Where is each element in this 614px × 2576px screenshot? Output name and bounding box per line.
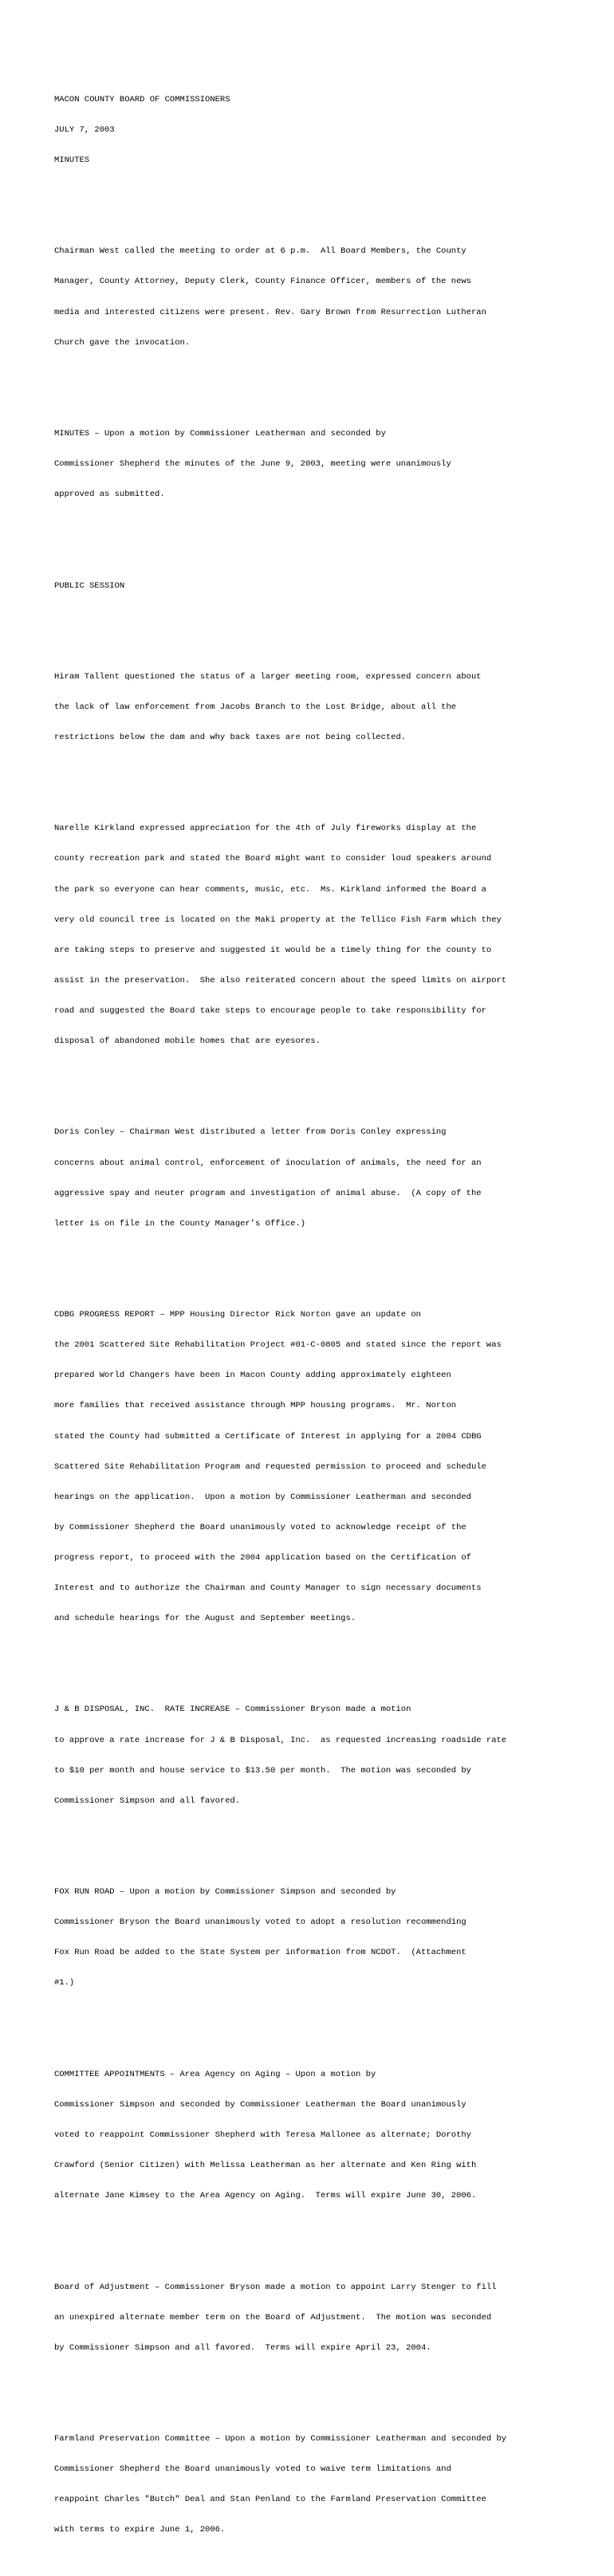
paragraph-board-of-adjustment <box>54 2262 604 2373</box>
paragraph-line: and schedule hearings for the August and September meetings. <box>54 1614 356 1624</box>
paragraph-hiram-tallent <box>54 651 604 763</box>
paragraph-line: aggressive spay and neuter program and investigation of animal abuse. (A copy of the <box>54 1188 482 1198</box>
paragraph-line: restrictions below the dam and why back taxes are not being collected. <box>54 733 407 743</box>
paragraph-line: Chairman West called the meeting to order at 6 p.m. All Board Members, the County <box>54 246 466 257</box>
minutes-document <box>54 54 604 2576</box>
paragraph-line: progress report, to proceed with the 2004 application based on the Certification of <box>54 1552 471 1563</box>
paragraph-line: are taking steps to preserve and suggested it would be a timely thing for the county to <box>54 945 492 955</box>
paragraph-line: Board of Adjustment – Commissioner Bryson made a motion to appoint Larry Stenger to fill <box>54 2282 497 2292</box>
paragraph-jb-disposal <box>54 1685 604 1827</box>
paragraph-line: very old council tree is located on the Maki property at the Tellico Fish Farm which they <box>54 914 502 925</box>
paragraph-line: voted to reappoint Commissioner Shepherd with Teresa Mallonee as alternate; Dorothy <box>54 2130 471 2140</box>
paragraph-line: #1.) <box>54 1978 75 1988</box>
header-doc-type: MINUTES <box>54 155 90 166</box>
paragraph-line: Church gave the invocation. <box>54 337 191 348</box>
paragraph-line: the 2001 Scattered Site Rehabilitation Project #01-C-0805 and stated since the report was <box>54 1340 502 1351</box>
paragraph-line: stated the County had submitted a Certificate of Interest in applying for a 2004 CDBG <box>54 1431 482 1441</box>
paragraph-line: Commissioner Shepherd the Board unanimously voted to waive term limitations and <box>54 2464 451 2475</box>
paragraph-line: an unexpired alternate member term on the Board of Adjustment. The motion was seconded <box>54 2312 492 2322</box>
paragraph-opening <box>54 226 604 368</box>
paragraph-line: reappoint Charles "Butch" Deal and Stan Penland to the Farmland Preservation Committee <box>54 2495 486 2505</box>
header-org: MACON COUNTY BOARD OF COMMISSIONERS <box>54 94 230 104</box>
paragraph-line: Farmland Preservation Committee – Upon a motion by Commissioner Leatherman and seconded by <box>54 2434 507 2444</box>
paragraph-cdbg-report <box>54 1290 604 1645</box>
paragraph-line: Scattered Site Rehabilitation Program and requested permission to proceed and schedule <box>54 1461 486 1472</box>
paragraph-line: CDBG PROGRESS REPORT – MPP Housing Director Rick Norton gave an update on <box>54 1310 421 1320</box>
paragraph-narelle-kirkland <box>54 804 604 1067</box>
paragraph-line: the park so everyone can hear comments, music, etc. Ms. Kirkland informed the Board a <box>54 884 486 895</box>
document-header <box>54 74 604 186</box>
paragraph-doris-conley <box>54 1107 604 1249</box>
header-date: JULY 7, 2003 <box>54 124 115 135</box>
paragraph-line: by Commissioner Shepherd the Board unanimously voted to acknowledge receipt of the <box>54 1522 466 1532</box>
paragraph-line: assist in the preservation. She also reiterated concern about the speed limits on airport <box>54 975 507 985</box>
paragraph-line: the lack of law enforcement from Jacobs Branch to the Lost Bridge, about all the <box>54 702 457 712</box>
paragraph-minutes <box>54 409 604 521</box>
paragraph-line: by Commissioner Simpson and all favored. Terms will expire April 23, 2004. <box>54 2342 431 2353</box>
paragraph-line: Commissioner Bryson the Board unanimously voted to adopt a resolution recommending <box>54 1917 466 1928</box>
paragraph-line: prepared World Changers have been in Macon County adding approximately eighteen <box>54 1371 451 1381</box>
paragraph-line: FOX RUN ROAD – Upon a motion by Commissioner Simpson and seconded by <box>54 1887 396 1898</box>
paragraph-line: Commissioner Simpson and seconded by Commissioner Leatherman the Board unanimously <box>54 2099 466 2110</box>
paragraph-line: to approve a rate increase for J & B Disposal, Inc. as requested increasing roadside rate <box>54 1735 507 1745</box>
paragraph-line: Crawford (Senior Citizen) with Melissa Leatherman as her alternate and Ken Ring with <box>54 2161 477 2171</box>
paragraph-line: Commissioner Shepherd the minutes of the June 9, 2003, meeting were unanimously <box>54 459 451 470</box>
paragraph-committee-appointments <box>54 2049 604 2221</box>
paragraph-line: MINUTES – Upon a motion by Commissioner Leatherman and seconded by <box>54 428 386 439</box>
paragraph-farmland-preservation <box>54 2414 604 2556</box>
section-heading-public-session <box>54 560 604 612</box>
paragraph-line: more families that received assistance through MPP housing programs. Mr. Norton <box>54 1401 457 1411</box>
paragraph-line: county recreation park and stated the Board might want to consider loud speakers around <box>54 854 492 864</box>
paragraph-line: COMMITTEE APPOINTMENTS – Area Agency on Aging – Upon a motion by <box>54 2069 376 2079</box>
paragraph-line: Fox Run Road be added to the State System per information from NCDOT. (Attachment <box>54 1948 466 1958</box>
paragraph-line: Narelle Kirkland expressed appreciation for the 4th of July fireworks display at the <box>54 824 477 834</box>
paragraph-line: J & B DISPOSAL, INC. RATE INCREASE – Commissioner Bryson made a motion <box>54 1705 411 1715</box>
paragraph-line: approved as submitted. <box>54 490 165 500</box>
paragraph-line: Hiram Tallent questioned the status of a larger meeting room, expressed concern about <box>54 671 482 682</box>
paragraph-line: to $10 per month and house service to $13.50 per month. The motion was seconded by <box>54 1765 471 1776</box>
paragraph-line: PUBLIC SESSION <box>54 580 125 591</box>
paragraph-line: hearings on the application. Upon a motion by Commissioner Leatherman and seconded <box>54 1492 471 1502</box>
paragraph-line: letter is on file in the County Manager’s Office.) <box>54 1218 306 1229</box>
paragraph-line: Manager, County Attorney, Deputy Clerk, County Finance Officer, members of the news <box>54 277 471 287</box>
paragraph-line: concerns about animal control, enforcement of inoculation of animals, the need for an <box>54 1158 482 1168</box>
paragraph-line: road and suggested the Board take steps to encourage people to take responsibility for <box>54 1006 486 1017</box>
paragraph-line: media and interested citizens were present. Rev. Gary Brown from Resurrection Lutheran <box>54 307 486 317</box>
paragraph-line: Doris Conley – Chairman West distributed a letter from Doris Conley expressing <box>54 1127 447 1138</box>
paragraph-line: Commissioner Simpson and all favored. <box>54 1795 241 1806</box>
paragraph-line: Interest and to authorize the Chairman and County Manager to sign necessary documents <box>54 1583 482 1594</box>
paragraph-fox-run-road <box>54 1867 604 2009</box>
paragraph-line: alternate Jane Kimsey to the Area Agency on Aging. Terms will expire June 30, 2006. <box>54 2191 477 2201</box>
paragraph-line: disposal of abandoned mobile homes that are eyesores. <box>54 1036 321 1047</box>
paragraph-line: with terms to expire June 1, 2006. <box>54 2525 226 2535</box>
